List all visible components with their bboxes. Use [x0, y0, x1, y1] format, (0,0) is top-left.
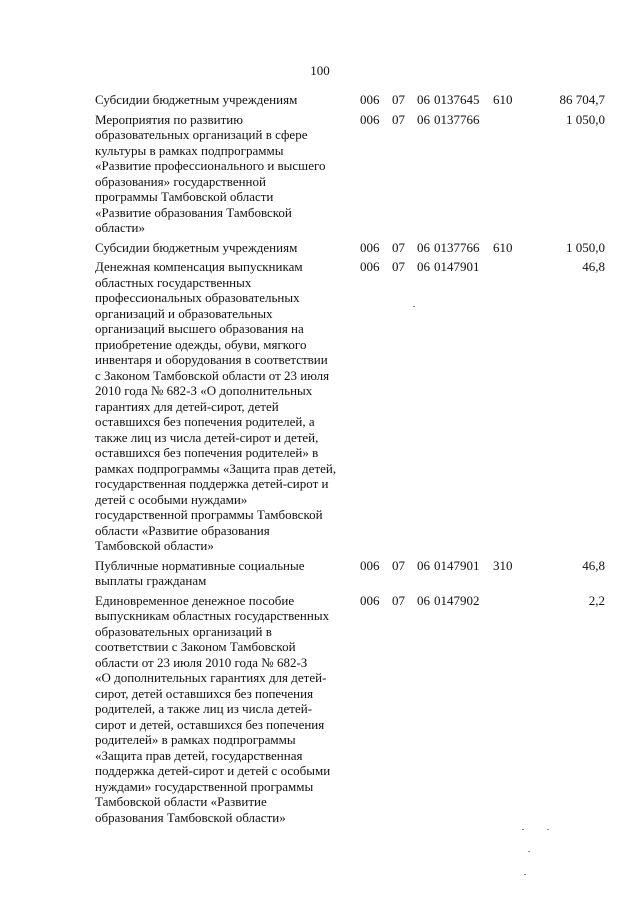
target-code: 0137766 — [434, 111, 480, 127]
target-code: 0147902 — [434, 592, 480, 608]
subsection-code: 06 — [417, 92, 430, 107]
subsection-code: 06 — [417, 557, 430, 573]
target-code: 0147901 — [434, 557, 480, 573]
scan-speck — [522, 829, 524, 830]
scan-speck — [524, 874, 526, 875]
expense-type-code: 610 — [493, 92, 513, 107]
admin-code: 006 — [360, 592, 380, 608]
scan-speck — [528, 851, 530, 852]
page-number: 100 — [310, 63, 330, 78]
expense-type-code: 310 — [493, 557, 513, 573]
section-code: 07 — [392, 239, 405, 255]
target-code: 0147901 — [434, 259, 480, 274]
budget-row — [95, 92, 605, 108]
amount: 46,8 — [582, 557, 605, 573]
subsection-code: 06 — [417, 239, 430, 255]
section-code: 07 — [392, 111, 405, 127]
subsection-code: 06 — [417, 259, 430, 274]
row-name: Мероприятия по развитию образовательных организаций в сфере культуры в рамках подпрограммы «Развитие профессионального и высшего образования» государственной программы Тамбовской области «Развитие образования Тамбовской области» — [95, 111, 326, 235]
section-code: 07 — [392, 592, 405, 608]
subsection-code: 06 — [417, 592, 430, 608]
admin-code: 006 — [360, 259, 380, 274]
admin-code: 006 — [360, 111, 380, 127]
budget-row — [95, 593, 605, 826]
row-name: Субсидии бюджетным учреждениям — [95, 92, 298, 107]
target-code: 0137645 — [434, 92, 480, 107]
amount: 1 050,0 — [566, 111, 605, 127]
target-code: 0137766 — [434, 239, 480, 255]
row-name: Публичные нормативные социальные выплаты гражданам — [95, 557, 305, 588]
row-name: Единовременное денежное пособие выпускникам областных государственных образовательных организаций в соответствии с Законом Тамбовской области от 23 июля 2010 года № 682-З «О дополнительных гарантиях для детей- сирот, детей оставшихся без попечения родителей, а также лиц из числа детей- сирот и детей, оставшихся без попечения родителей» в рамках подпрограммы «Защита прав детей, государственная поддержка детей-сирот и детей с особыми нуждами» государственной программы Тамбовской области «Развитие образования Тамбовской области» — [95, 592, 331, 825]
amount: 1 050,0 — [566, 239, 605, 255]
row-name: Субсидии бюджетным учреждениям — [95, 239, 298, 255]
scan-speck — [547, 829, 549, 830]
row-name: Денежная компенсация выпускникам областных государственных профессиональных образовательных организаций и образовательных организаций высшего образования на приобретение одежды, обуви, мягкого инвентаря и оборудования в соответствии с Законом Тамбовской области от 23 июля 2010 года № 682-З «О дополнительных гарантиях для детей-сирот, детей оставшихся без попечения родителей, а также лиц из числа детей-сирот и детей, оставшихся без попечения родителей» в рамках подпрограммы «Защита прав детей, государственная поддержка детей-сирот и детей с особыми нуждами» государственной программы Тамбовской области «Развитие образования Тамбовской области» — [95, 259, 337, 553]
admin-code: 006 — [360, 239, 380, 255]
admin-code: 006 — [360, 557, 380, 573]
section-code: 07 — [392, 557, 405, 573]
budget-row — [95, 240, 605, 256]
amount: 46,8 — [582, 259, 605, 274]
budget-row — [95, 259, 605, 554]
section-code: 07 — [392, 92, 405, 107]
amount: 86 704,7 — [559, 92, 605, 107]
expense-type-code: 610 — [493, 239, 513, 255]
section-code: 07 — [392, 259, 405, 274]
scan-speck — [413, 306, 415, 307]
budget-row — [95, 112, 605, 236]
admin-code: 006 — [360, 92, 380, 107]
subsection-code: 06 — [417, 111, 430, 127]
budget-table — [95, 92, 605, 829]
amount: 2,2 — [588, 592, 605, 608]
budget-row — [95, 558, 605, 589]
